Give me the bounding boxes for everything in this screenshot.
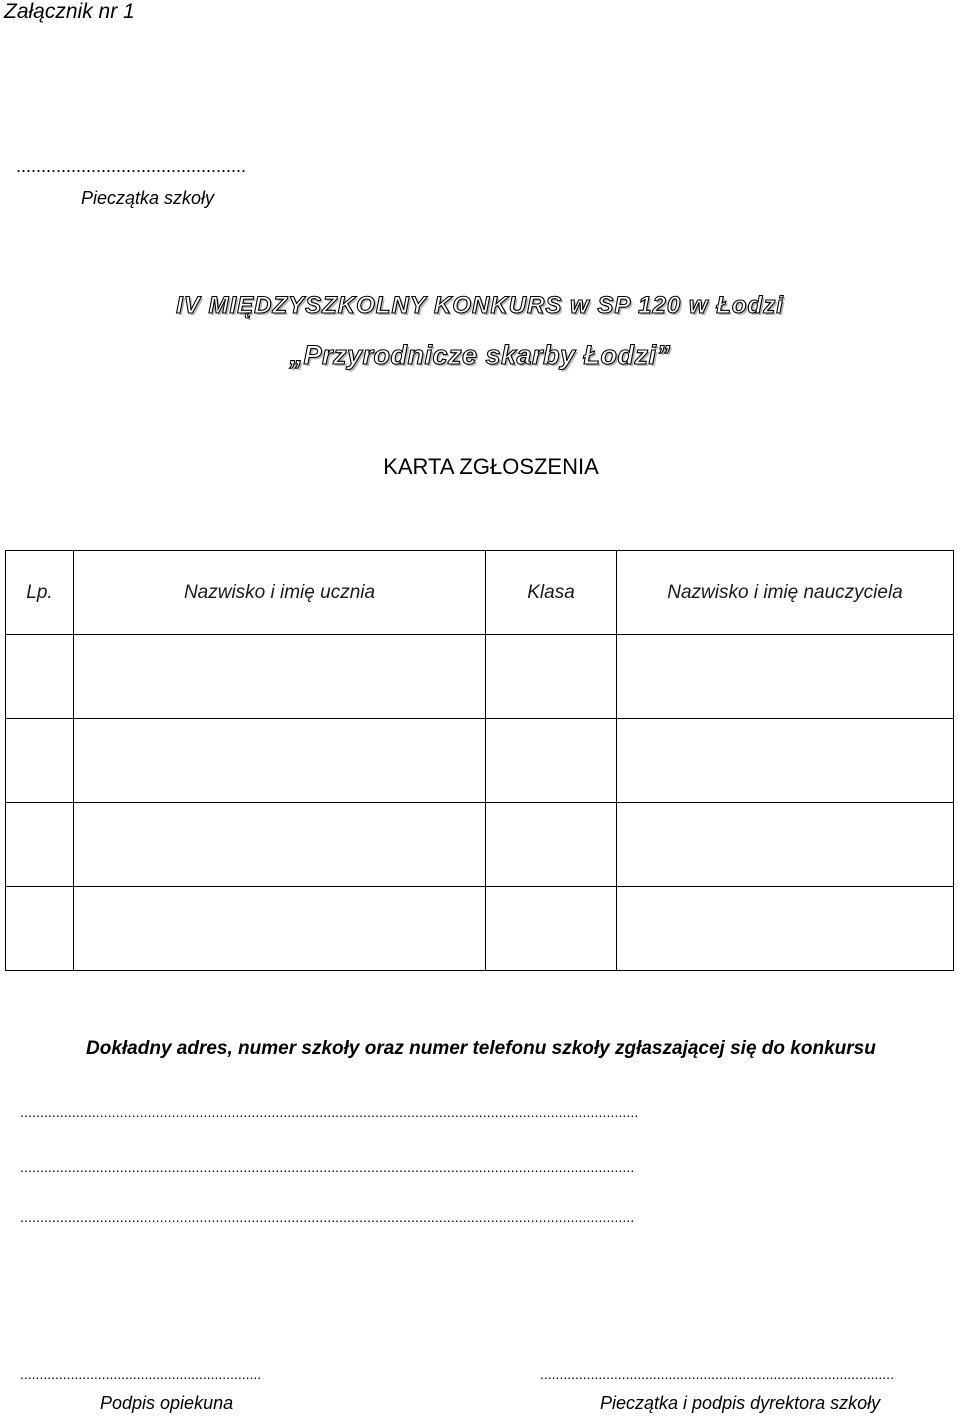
table-cell[interactable] bbox=[486, 719, 617, 803]
principal-signature-label: Pieczątka i podpis dyrektora szkoły bbox=[600, 1393, 881, 1413]
form-heading: KARTA ZGŁOSZENIA bbox=[383, 454, 599, 479]
table-cell[interactable] bbox=[486, 635, 617, 719]
table-header-row bbox=[6, 551, 954, 635]
table-row bbox=[6, 719, 954, 803]
guardian-signature-label: Podpis opiekuna bbox=[100, 1393, 234, 1413]
table-cell[interactable] bbox=[6, 803, 74, 887]
table-cell[interactable] bbox=[486, 887, 617, 971]
table-cell[interactable] bbox=[74, 719, 486, 803]
school-stamp-field: .............................................. bbox=[16, 156, 247, 176]
column-header-class: Klasa bbox=[486, 551, 617, 635]
table-cell[interactable] bbox=[74, 635, 486, 719]
table-cell[interactable] bbox=[6, 887, 74, 971]
column-header-lp: Lp. bbox=[6, 551, 74, 635]
table-row bbox=[6, 887, 954, 971]
table-cell[interactable] bbox=[617, 635, 954, 719]
address-line-3[interactable]: .......................................................................................................................................................... bbox=[20, 1209, 635, 1225]
table-row bbox=[6, 803, 954, 887]
entries-table bbox=[5, 550, 954, 971]
column-header-teacher: Nazwisko i imię nauczyciela bbox=[617, 551, 954, 635]
table-row bbox=[6, 635, 954, 719]
table-cell[interactable] bbox=[617, 803, 954, 887]
table-cell[interactable] bbox=[617, 719, 954, 803]
column-header-student: Nazwisko i imię ucznia bbox=[74, 551, 486, 635]
address-line-1[interactable]: ........................................................................................................................................................... bbox=[20, 1104, 639, 1120]
table-cell[interactable] bbox=[6, 719, 74, 803]
table-cell[interactable] bbox=[74, 887, 486, 971]
table-cell[interactable] bbox=[6, 635, 74, 719]
principal-signature-field[interactable]: ........................................................................................... bbox=[540, 1366, 894, 1382]
address-line-2[interactable]: .......................................................................................................................................................... bbox=[20, 1159, 635, 1175]
school-stamp-label: Pieczątka szkoły bbox=[81, 188, 215, 208]
guardian-signature-field[interactable]: .............................................................. bbox=[20, 1366, 262, 1382]
table-cell[interactable] bbox=[486, 803, 617, 887]
table-cell[interactable] bbox=[617, 887, 954, 971]
contest-subtitle: „Przyrodnicze skarby Łodzi” bbox=[289, 340, 671, 370]
contest-title: IV MIĘDZYSZKOLNY KONKURS w SP 120 w Łodzi bbox=[176, 292, 784, 319]
table-cell[interactable] bbox=[74, 803, 486, 887]
address-label: Dokładny adres, numer szkoły oraz numer telefonu szkoły zgłaszającej się do konkursu bbox=[86, 1038, 876, 1059]
attachment-label: Załącznik nr 1 bbox=[4, 0, 135, 23]
